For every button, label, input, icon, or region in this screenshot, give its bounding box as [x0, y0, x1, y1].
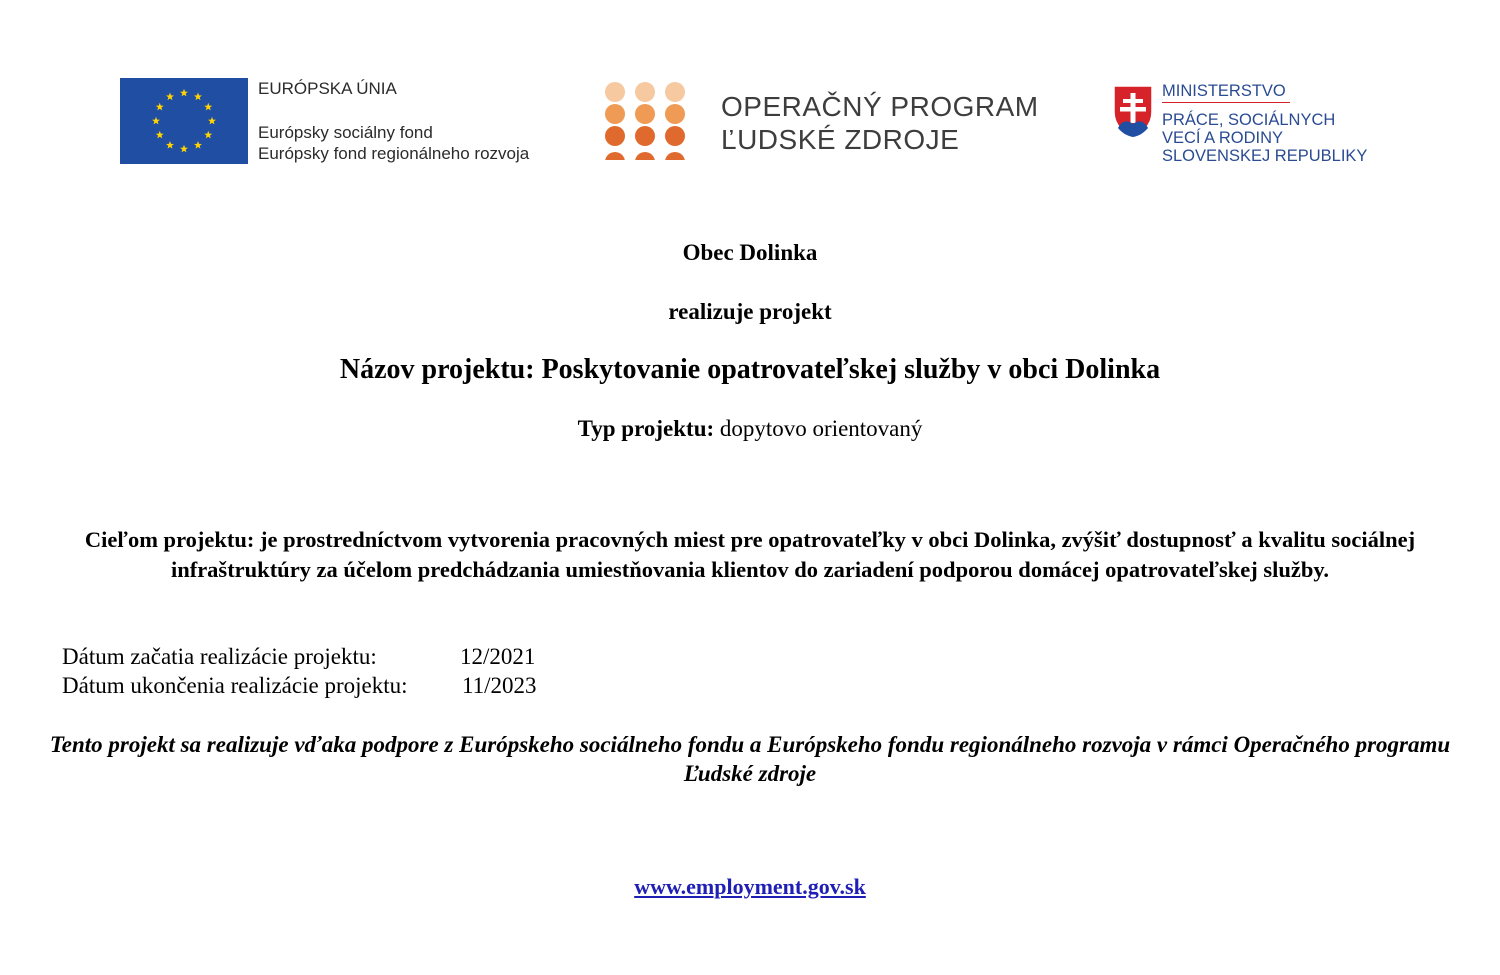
eu-fund-social: Európsky sociálny fond [258, 123, 433, 142]
op-dot-icon [635, 104, 655, 124]
start-date-row [62, 642, 537, 671]
slovak-coat-of-arms-icon [1112, 84, 1154, 138]
end-date-label: Dátum ukončenia realizácie projektu: [62, 673, 408, 698]
ministry-logo [1112, 82, 1367, 165]
op-dots-mask [603, 160, 687, 164]
website-link[interactable]: www.employment.gov.sk [634, 874, 866, 899]
eu-logo [120, 78, 529, 164]
op-dot-icon [605, 82, 625, 102]
eu-logo-text [258, 78, 529, 164]
ministry-line-3: VECÍ A RODINY [1162, 129, 1284, 147]
op-dot-icon [665, 126, 685, 146]
website-footer [0, 874, 1500, 900]
op-dot-icon [635, 82, 655, 102]
project-type [0, 416, 1500, 442]
realizes-project-text: realizuje projekt [668, 299, 832, 324]
op-dot-icon [665, 82, 685, 102]
op-dot-icon [635, 126, 655, 146]
end-date-value: 11/2023 [462, 673, 537, 698]
eu-title: EURÓPSKA ÚNIA [258, 79, 397, 98]
project-goal: Cieľom projektu: je prostredníctvom vytvorenia pracovných miest pre opatrovateľky v obci Dolinka, zvýšiť dostupnosť a kvalitu sociálnej infraštruktúry za účelom predchádzania umiestňovania klientov do zariadení podporou domácej opatrovateľskej služby. [84, 527, 1416, 582]
ministry-logo-text [1162, 82, 1367, 165]
op-logo [603, 82, 1039, 164]
eu-fund-regional: Európsky fond regionálneho rozvoja [258, 144, 530, 163]
project-dates [62, 642, 537, 700]
end-date-row [62, 671, 537, 700]
op-line-2: ĽUDSKÉ ZDROJE [721, 124, 960, 155]
ministry-line-4: SLOVENSKEJ REPUBLIKY [1162, 147, 1368, 165]
project-type-label: Typ projektu: [577, 416, 715, 441]
eu-flag-icon [120, 78, 248, 164]
project-name: Názov projektu: Poskytovanie opatrovateľskej služby v obci Dolinka [339, 354, 1161, 385]
op-dot-icon [605, 104, 625, 124]
ministry-line-1: MINISTERSTVO [1162, 82, 1290, 103]
ministry-line-2: PRÁCE, SOCIÁLNYCH [1162, 111, 1336, 129]
op-line-1: OPERAČNÝ PROGRAM [721, 91, 1039, 122]
op-dot-icon [665, 104, 685, 124]
op-dot-icon [605, 126, 625, 146]
start-date-label: Dátum začatia realizácie projektu: [62, 644, 377, 669]
op-logo-text [721, 90, 1039, 156]
start-date-value: 12/2021 [460, 644, 536, 669]
funding-statement: Tento projekt sa realizuje vďaka podpore z Európskeho sociálneho fondu a Európskeho fondu regionálneho rozvoja v rámci Operačného programu Ľudské zdroje [49, 732, 1451, 786]
organization-name: Obec Dolinka [682, 240, 818, 265]
op-dots-icon [603, 82, 687, 164]
project-type-value: dopytovo orientovaný [714, 416, 923, 441]
